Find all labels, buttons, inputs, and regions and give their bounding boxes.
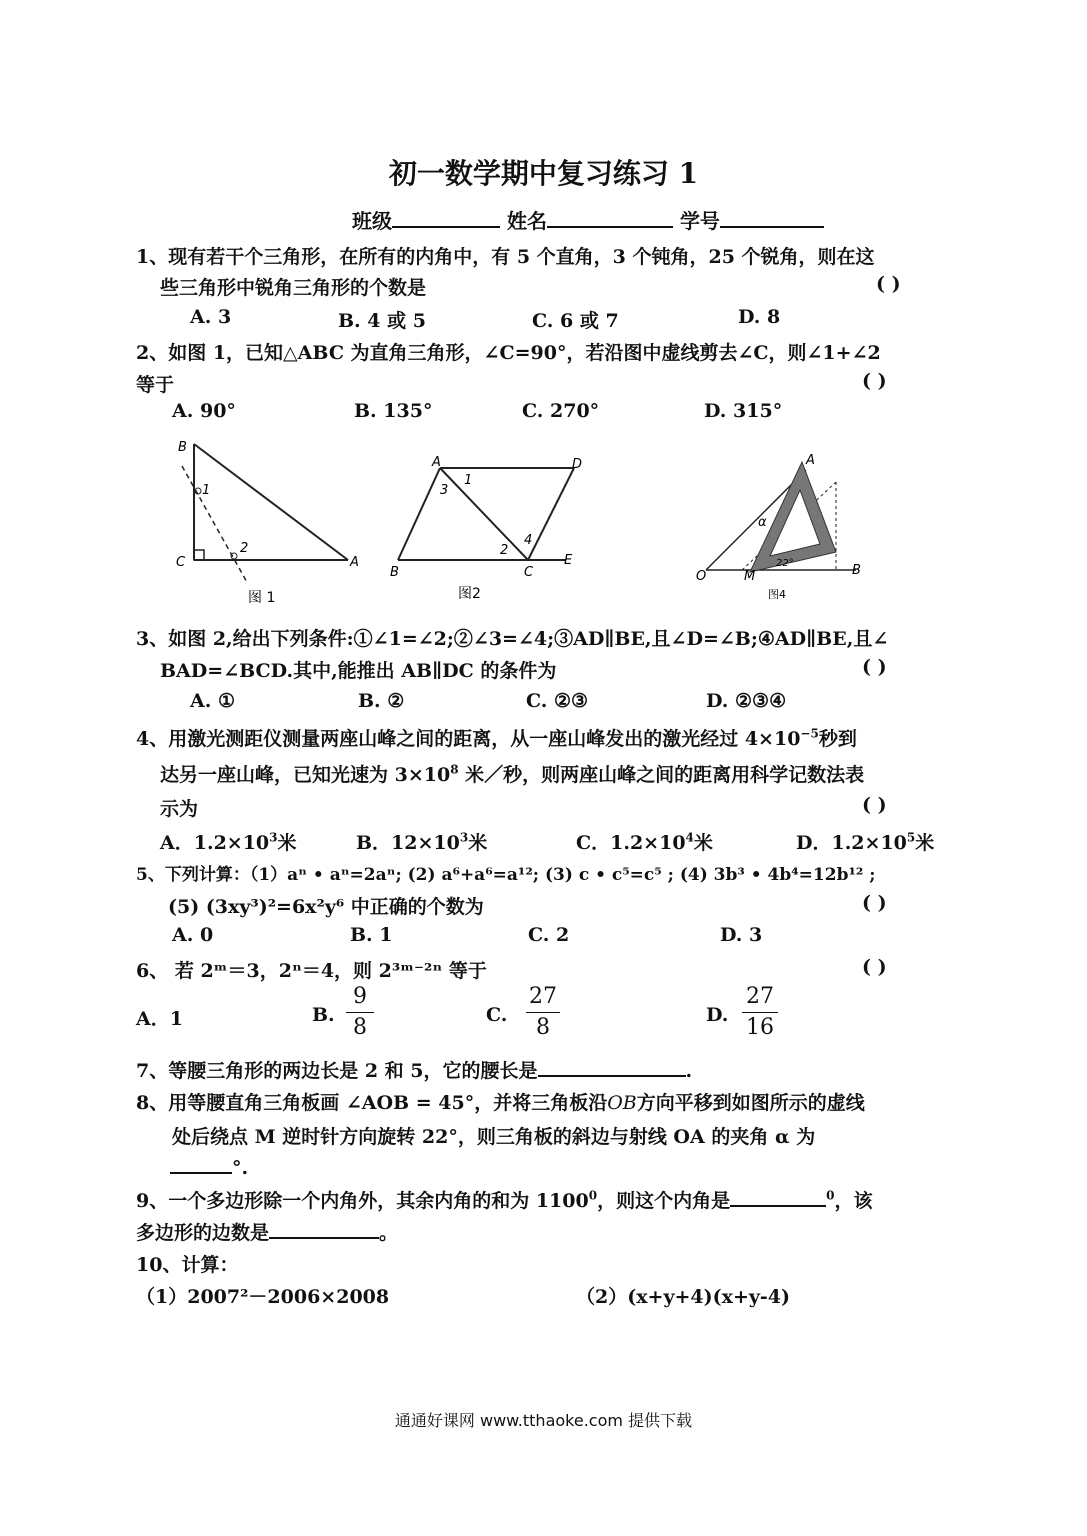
fig1-label-b: B (178, 440, 187, 455)
q4-option-d (796, 828, 934, 855)
fig2-label-1: 1 (464, 473, 473, 488)
q4-option-c (576, 828, 713, 855)
q4-option-c-base: C．1.2×10 (576, 832, 686, 854)
q6-option-b-num: 9 (353, 984, 367, 1009)
name-label: 姓名 (506, 209, 547, 233)
q4-option-a-unit: 米 (277, 832, 297, 854)
q3-option-d: D. ②③④ (706, 690, 787, 712)
q6-option-c-den: 8 (536, 1015, 550, 1040)
name-blank[interactable] (547, 208, 673, 228)
class-label: 班级 (352, 209, 392, 233)
q4-option-c-exp: 4 (685, 830, 694, 845)
q10-sub2: （2）(x+y+4)(x+y-4) (576, 1286, 791, 1308)
q4-option-a (160, 828, 297, 855)
q6-option-a: A．1 (136, 1008, 183, 1030)
q9-angle-blank[interactable] (730, 1187, 826, 1207)
q6-option-d-num: 27 (746, 984, 774, 1009)
q2-option-c: C. 270° (522, 400, 600, 422)
q4-option-a-base: A．1.2×10 (160, 832, 270, 854)
q4-line2-text: 达另一座山峰，已知光速为 3×10 (160, 764, 451, 786)
q1-option-d: D. 8 (738, 306, 781, 328)
fig2-label-3: 3 (440, 483, 449, 498)
q5-line1: 5、下列计算：（1）aⁿ • aⁿ=2aⁿ; (2) a⁶+a⁶=a¹²; (3) c • c⁵=c⁵ ; (4) 3b³ • 4b⁴=12b¹² ; (136, 865, 876, 885)
q7-text: 7、等腰三角形的两边长是 2 和 5，它的腰长是 (136, 1060, 538, 1082)
q4-line2-exp: 8 (450, 762, 459, 777)
q2-line1: 2、如图 1，已知△ABC 为直角三角形，∠C=90°，若沿图中虚线剪去∠C，则∠1+∠2 (136, 342, 881, 364)
q3-line2: BAD=∠BCD.其中,能推出 AB∥DC 的条件为 (160, 660, 557, 682)
fig1-label-c: C (176, 555, 186, 570)
q8-line3-tail: °. (232, 1157, 249, 1179)
q3-option-a: A. ① (190, 690, 236, 712)
q4-line3: 示为 (160, 798, 199, 820)
q4-line2-tail: 米／秒，则两座山峰之间的距离用科学记数法表 (458, 764, 865, 786)
q6-option-b-label: B. (312, 1004, 335, 1026)
q6-option-d-fraction (742, 984, 778, 1041)
q4-option-d-exp: 5 (906, 830, 916, 845)
q5-line2: (5) (3xy³)²=6x²y⁶ 中正确的个数为 (168, 896, 484, 918)
fig4-label-b: B (852, 563, 861, 578)
page-title: 初一数学期中复习练习 1 (388, 157, 699, 190)
q4-line1 (136, 724, 857, 751)
q5-answer-paren: ( ) (862, 892, 887, 914)
q2-option-a: A. 90° (172, 400, 236, 422)
q6-option-c-fraction (526, 984, 560, 1041)
q8-line1c: 方向平移到如图所示的虚线 (636, 1092, 865, 1114)
fig4-label-o: O (696, 569, 707, 584)
fig2-caption: 图2 (458, 586, 481, 602)
q2-option-d: D. 315° (704, 400, 783, 422)
q4-line1-exp: −5 (800, 726, 819, 741)
q8-line3 (170, 1154, 248, 1179)
fig4-caption: 图4 (768, 588, 786, 601)
q3-option-c: C. ②③ (526, 690, 589, 712)
q9-line1b: ，则这个内角是 (597, 1190, 731, 1212)
q9-sides-blank[interactable] (269, 1219, 379, 1239)
q1-option-c: C. 6 或 7 (532, 310, 619, 332)
header-fields (352, 205, 824, 234)
q2-answer-paren: ( ) (862, 370, 887, 392)
fig2-label-e: E (564, 553, 573, 568)
q4-option-b (356, 828, 487, 855)
fig2-label-c: C (524, 565, 534, 580)
fig1-label-a: A (350, 555, 359, 570)
q9-line2a: 多边形的边数是 (136, 1222, 270, 1244)
footer-credit: 通通好课网 www.tthaoke.com 提供下载 (394, 1411, 693, 1430)
q1-answer-paren: ( ) (876, 273, 901, 295)
fig2-label-b: B (390, 565, 399, 580)
q9-line1-exp: 0 (588, 1188, 598, 1203)
q4-option-b-unit: 米 (468, 832, 488, 854)
q8-answer-blank[interactable] (170, 1154, 232, 1174)
q1-line1: 1、现有若干个三角形，在所有的内角中，有 5 个直角，3 个钝角，25 个锐角，则在这 (136, 246, 875, 268)
q8-line1b: OB (607, 1092, 637, 1114)
id-label: 学号 (679, 209, 720, 233)
q4-answer-paren: ( ) (862, 794, 887, 816)
class-blank[interactable] (392, 208, 500, 228)
q2-line2: 等于 (136, 374, 175, 396)
q5-option-d: D. 3 (720, 924, 763, 946)
fig1-caption: 图 1 (248, 590, 276, 606)
q5-option-c: C. 2 (528, 924, 570, 946)
fig4-label-a: A (806, 453, 815, 468)
fig1-label-2: 2 (240, 541, 249, 556)
figure-1 (168, 436, 368, 611)
q7-answer-blank[interactable] (538, 1057, 686, 1077)
q3-line1: 3、如图 2,给出下列条件:①∠1=∠2;②∠3=∠4;③AD∥BE,且∠D=∠B;④AD∥BE,且∠ (136, 628, 889, 650)
q4-option-c-unit: 米 (693, 832, 713, 854)
q6-option-c-label: C. (486, 1004, 508, 1026)
fig2-label-4: 4 (524, 533, 533, 548)
q6-option-d-label: D. (706, 1004, 729, 1026)
q6-option-b-den: 8 (353, 1015, 367, 1040)
q6-option-d-den: 16 (746, 1015, 774, 1040)
fig2-label-a: A (432, 455, 441, 470)
q8-line2: 处后绕点 M 逆时针方向旋转 22°，则三角板的斜边与射线 OA 的夹角 α 为 (172, 1126, 816, 1148)
q4-option-b-exp: 3 (459, 830, 469, 845)
q6-answer-paren: ( ) (862, 956, 887, 978)
q4-option-b-base: B．12×10 (356, 832, 460, 854)
q4-line1-text: 4、用激光测距仪测量两座山峰之间的距离，从一座山峰发出的激光经过 4×10 (136, 728, 801, 750)
q4-line2 (160, 760, 864, 787)
q10-sub1: （1）2007²－2006×2008 (136, 1286, 390, 1308)
q9-line2 (136, 1218, 398, 1245)
q4-option-a-exp: 3 (269, 830, 278, 845)
fig1-label-1: 1 (202, 483, 211, 498)
q1-option-b: B. 4 或 5 (338, 310, 426, 332)
figure-4 (694, 452, 874, 607)
fig2-label-d: D (572, 457, 583, 472)
q9-line1: 9、一个多边形除一个内角外，其余内角的和为 1100$^0$，则这个内角是 $^0$，该 (136, 1188, 873, 1212)
q10-title: 10、计算： (136, 1254, 239, 1276)
q9-line2b: 。 (379, 1222, 399, 1244)
q5-option-a: A. 0 (172, 924, 214, 946)
q8-line1a: 8、用等腰直角三角板画 ∠AOB = 45°，并将三角板沿 (136, 1092, 608, 1114)
q5-option-b: B. 1 (350, 924, 393, 946)
q4-line1-tail: 秒到 (818, 728, 857, 750)
q9-line1c: ，该 (834, 1190, 873, 1212)
fig4-label-m: M (744, 569, 756, 584)
q3-answer-paren: ( ) (862, 656, 887, 678)
q7-tail: . (685, 1060, 693, 1082)
q6-option-c-num: 27 (529, 984, 557, 1009)
q1-option-a: A. 3 (190, 306, 232, 328)
q6-option-b-fraction (346, 984, 374, 1041)
id-blank[interactable] (720, 208, 824, 228)
q6-line1: 6、 若 2ᵐ＝3，2ⁿ＝4，则 2³ᵐ⁻²ⁿ 等于 (136, 960, 487, 982)
fig2-label-2: 2 (500, 543, 509, 558)
q4-option-d-unit: 米 (915, 832, 935, 854)
q2-option-b: B. 135° (354, 400, 433, 422)
fig4-label-alpha: α (758, 515, 767, 530)
q9-line1a: 9、一个多边形除一个内角外，其余内角的和为 1100 (136, 1190, 589, 1212)
q8-line1 (136, 1088, 865, 1115)
fig4-label-22: 22° (776, 558, 794, 569)
q3-option-b: B. ② (358, 690, 405, 712)
q1-line2: 些三角形中锐角三角形的个数是 (160, 277, 427, 299)
q4-option-d-base: D．1.2×10 (796, 832, 907, 854)
q7-line (136, 1056, 692, 1083)
figure-2 (388, 452, 588, 602)
